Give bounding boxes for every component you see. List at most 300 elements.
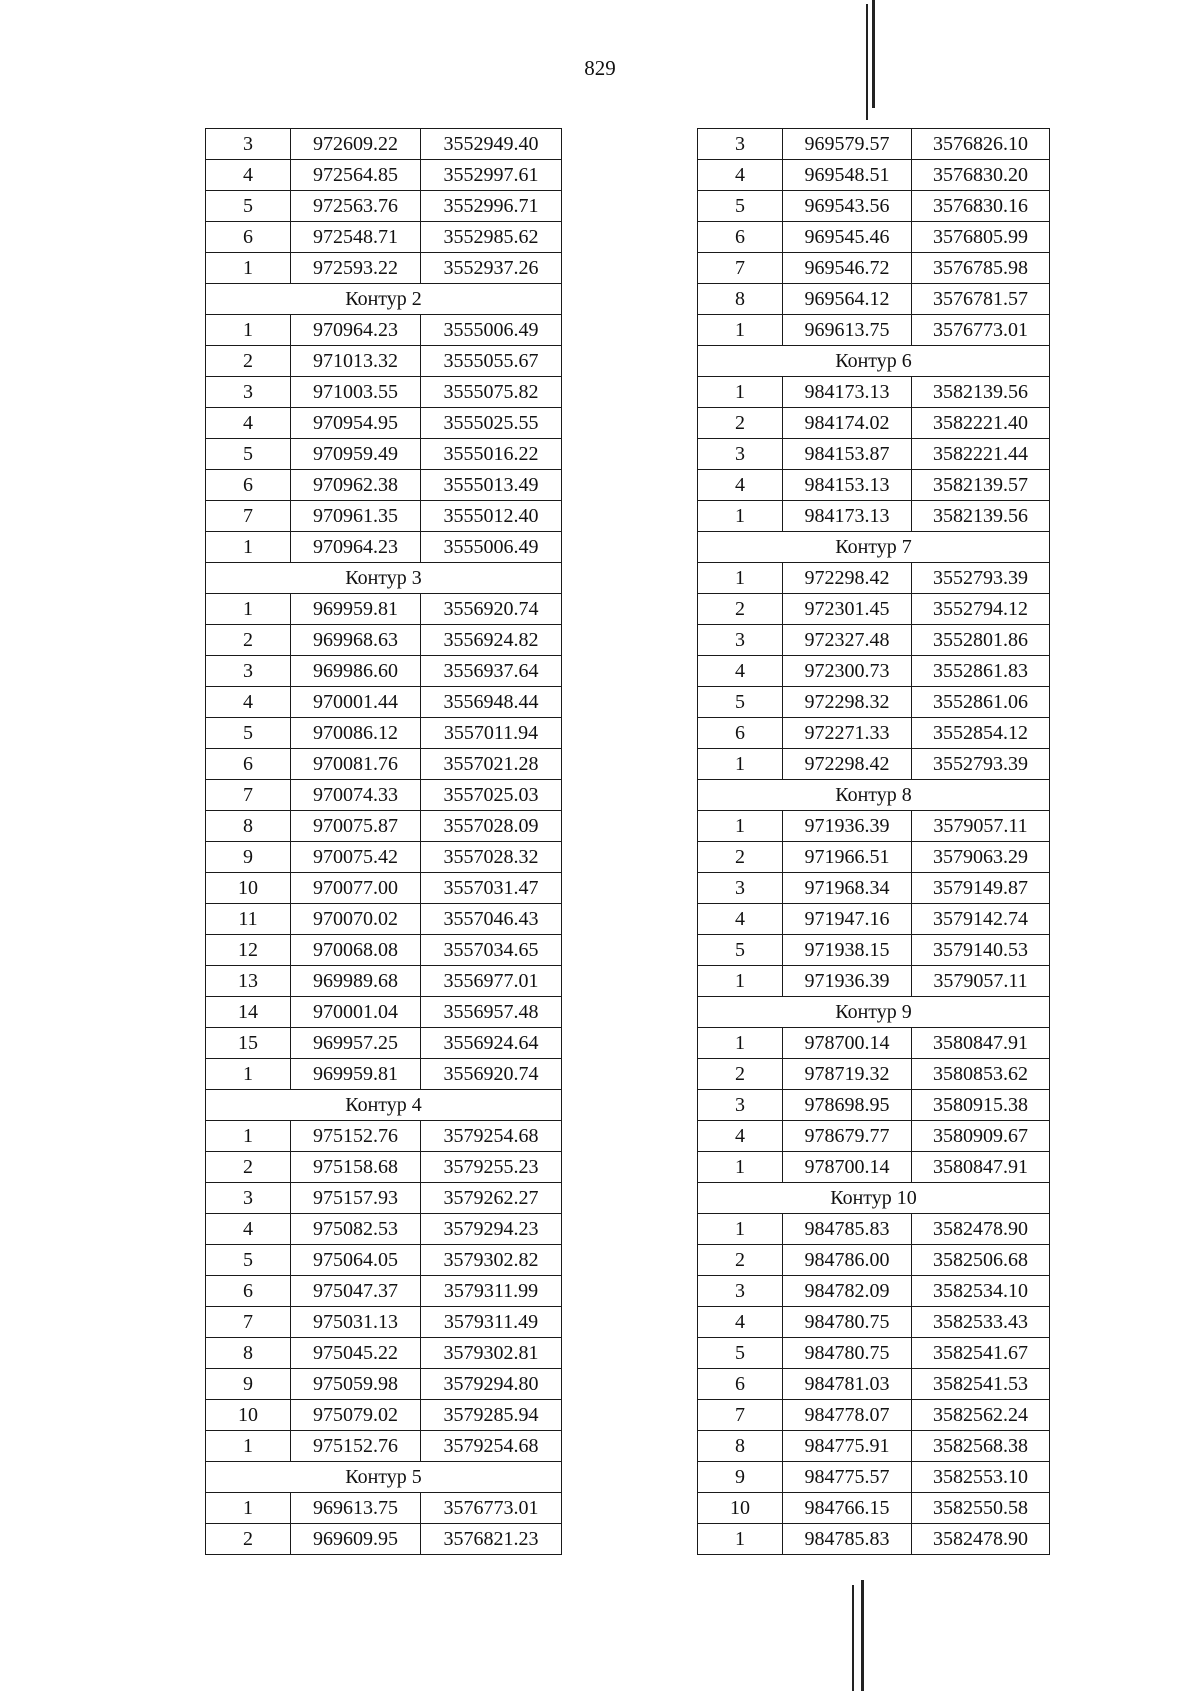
- contour-title: Контур 6: [698, 346, 1050, 377]
- x-coordinate: 972563.76: [291, 191, 421, 222]
- table-row: [206, 1493, 562, 1524]
- table-row: [206, 1276, 562, 1307]
- y-coordinate: 3557031.47: [421, 873, 562, 904]
- point-number: 5: [206, 718, 291, 749]
- table-row: [698, 1307, 1050, 1338]
- point-number: 1: [698, 315, 783, 346]
- table-row: [206, 160, 562, 191]
- x-coordinate: 971936.39: [783, 811, 912, 842]
- contour-header-row: [698, 1183, 1050, 1214]
- point-number: 1: [698, 501, 783, 532]
- x-coordinate: 975157.93: [291, 1183, 421, 1214]
- y-coordinate: 3555006.49: [421, 532, 562, 563]
- point-number: 5: [698, 935, 783, 966]
- x-coordinate: 969545.46: [783, 222, 912, 253]
- point-number: 6: [206, 222, 291, 253]
- table-row: [206, 377, 562, 408]
- point-number: 5: [698, 191, 783, 222]
- y-coordinate: 3580909.67: [912, 1121, 1050, 1152]
- table-row: [206, 935, 562, 966]
- point-number: 3: [698, 1090, 783, 1121]
- binding-line-bottom-2: [861, 1580, 864, 1691]
- point-number: 3: [206, 656, 291, 687]
- table-row: [698, 687, 1050, 718]
- point-number: 1: [698, 563, 783, 594]
- table-row: [698, 1369, 1050, 1400]
- point-number: 9: [206, 1369, 291, 1400]
- point-number: 2: [698, 1059, 783, 1090]
- table-row: [698, 1493, 1050, 1524]
- y-coordinate: 3556920.74: [421, 1059, 562, 1090]
- table-row: [698, 842, 1050, 873]
- table-row: [698, 625, 1050, 656]
- y-coordinate: 3582533.43: [912, 1307, 1050, 1338]
- y-coordinate: 3557028.09: [421, 811, 562, 842]
- y-coordinate: 3579057.11: [912, 966, 1050, 997]
- point-number: 3: [698, 129, 783, 160]
- point-number: 2: [206, 1152, 291, 1183]
- y-coordinate: 3580853.62: [912, 1059, 1050, 1090]
- y-coordinate: 3582221.44: [912, 439, 1050, 470]
- point-number: 4: [698, 656, 783, 687]
- point-number: 10: [206, 873, 291, 904]
- x-coordinate: 972298.32: [783, 687, 912, 718]
- y-coordinate: 3556957.48: [421, 997, 562, 1028]
- point-number: 11: [206, 904, 291, 935]
- x-coordinate: 969968.63: [291, 625, 421, 656]
- table-row: [698, 284, 1050, 315]
- y-coordinate: 3582139.57: [912, 470, 1050, 501]
- point-number: 1: [698, 966, 783, 997]
- y-coordinate: 3579294.23: [421, 1214, 562, 1245]
- table-row: [206, 780, 562, 811]
- table-row: [698, 439, 1050, 470]
- y-coordinate: 3552793.39: [912, 563, 1050, 594]
- y-coordinate: 3579140.53: [912, 935, 1050, 966]
- table-row: [698, 904, 1050, 935]
- y-coordinate: 3555012.40: [421, 501, 562, 532]
- point-number: 4: [698, 1307, 783, 1338]
- y-coordinate: 3552801.86: [912, 625, 1050, 656]
- y-coordinate: 3579311.99: [421, 1276, 562, 1307]
- table-row: [206, 191, 562, 222]
- x-coordinate: 984775.57: [783, 1462, 912, 1493]
- point-number: 13: [206, 966, 291, 997]
- point-number: 4: [206, 408, 291, 439]
- point-number: 2: [206, 1524, 291, 1555]
- contour-header-row: [206, 563, 562, 594]
- table-row: [206, 501, 562, 532]
- y-coordinate: 3552997.61: [421, 160, 562, 191]
- contour-title: Контур 7: [698, 532, 1050, 563]
- point-number: 2: [698, 842, 783, 873]
- x-coordinate: 972593.22: [291, 253, 421, 284]
- point-number: 15: [206, 1028, 291, 1059]
- point-number: 9: [206, 842, 291, 873]
- x-coordinate: 970961.35: [291, 501, 421, 532]
- x-coordinate: 972564.85: [291, 160, 421, 191]
- y-coordinate: 3579302.81: [421, 1338, 562, 1369]
- table-row: [698, 191, 1050, 222]
- y-coordinate: 3552949.40: [421, 129, 562, 160]
- table-row: [206, 470, 562, 501]
- x-coordinate: 970068.08: [291, 935, 421, 966]
- y-coordinate: 3555075.82: [421, 377, 562, 408]
- y-coordinate: 3557021.28: [421, 749, 562, 780]
- table-row: [206, 718, 562, 749]
- table-row: [698, 656, 1050, 687]
- y-coordinate: 3582568.38: [912, 1431, 1050, 1462]
- point-number: 3: [698, 873, 783, 904]
- x-coordinate: 972271.33: [783, 718, 912, 749]
- table-row: [206, 687, 562, 718]
- table-row: [206, 873, 562, 904]
- point-number: 2: [698, 1245, 783, 1276]
- y-coordinate: 3557025.03: [421, 780, 562, 811]
- point-number: 4: [698, 470, 783, 501]
- point-number: 3: [206, 377, 291, 408]
- y-coordinate: 3552861.06: [912, 687, 1050, 718]
- x-coordinate: 975059.98: [291, 1369, 421, 1400]
- table-row: [206, 1369, 562, 1400]
- table-row: [698, 1121, 1050, 1152]
- x-coordinate: 972298.42: [783, 563, 912, 594]
- x-coordinate: 970075.87: [291, 811, 421, 842]
- point-number: 5: [206, 1245, 291, 1276]
- table-row: [698, 1338, 1050, 1369]
- point-number: 1: [698, 811, 783, 842]
- y-coordinate: 3555006.49: [421, 315, 562, 346]
- x-coordinate: 978700.14: [783, 1028, 912, 1059]
- table-row: [206, 532, 562, 563]
- point-number: 6: [206, 470, 291, 501]
- point-number: 7: [698, 1400, 783, 1431]
- y-coordinate: 3579057.11: [912, 811, 1050, 842]
- x-coordinate: 972327.48: [783, 625, 912, 656]
- table-row: [698, 129, 1050, 160]
- point-number: 2: [206, 625, 291, 656]
- x-coordinate: 970964.23: [291, 532, 421, 563]
- table-row: [698, 1276, 1050, 1307]
- y-coordinate: 3582541.67: [912, 1338, 1050, 1369]
- contour-title: Контур 10: [698, 1183, 1050, 1214]
- point-number: 1: [206, 1121, 291, 1152]
- table-row: [698, 1245, 1050, 1276]
- point-number: 4: [206, 1214, 291, 1245]
- point-number: 3: [698, 439, 783, 470]
- point-number: 6: [698, 1369, 783, 1400]
- x-coordinate: 984153.13: [783, 470, 912, 501]
- point-number: 4: [698, 904, 783, 935]
- table-row: [206, 346, 562, 377]
- x-coordinate: 969989.68: [291, 966, 421, 997]
- y-coordinate: 3556924.64: [421, 1028, 562, 1059]
- table-row: [206, 1524, 562, 1555]
- x-coordinate: 984174.02: [783, 408, 912, 439]
- point-number: 10: [698, 1493, 783, 1524]
- point-number: 6: [698, 718, 783, 749]
- point-number: 1: [206, 253, 291, 284]
- point-number: 1: [698, 1028, 783, 1059]
- x-coordinate: 969546.72: [783, 253, 912, 284]
- x-coordinate: 975045.22: [291, 1338, 421, 1369]
- table-row: [206, 966, 562, 997]
- point-number: 5: [698, 1338, 783, 1369]
- point-number: 2: [698, 594, 783, 625]
- table-row: [206, 625, 562, 656]
- table-row: [206, 842, 562, 873]
- contour-header-row: [698, 532, 1050, 563]
- x-coordinate: 975082.53: [291, 1214, 421, 1245]
- table-row: [698, 408, 1050, 439]
- y-coordinate: 3579254.68: [421, 1121, 562, 1152]
- x-coordinate: 984781.03: [783, 1369, 912, 1400]
- x-coordinate: 969957.25: [291, 1028, 421, 1059]
- x-coordinate: 969959.81: [291, 1059, 421, 1090]
- y-coordinate: 3552937.26: [421, 253, 562, 284]
- table-row: [206, 222, 562, 253]
- contour-title: Контур 3: [206, 563, 562, 594]
- y-coordinate: 3582478.90: [912, 1524, 1050, 1555]
- table-row: [698, 160, 1050, 191]
- x-coordinate: 972609.22: [291, 129, 421, 160]
- x-coordinate: 984782.09: [783, 1276, 912, 1307]
- point-number: 7: [206, 501, 291, 532]
- table-row: [206, 1214, 562, 1245]
- x-coordinate: 984778.07: [783, 1400, 912, 1431]
- y-coordinate: 3579142.74: [912, 904, 1050, 935]
- table-row: [698, 935, 1050, 966]
- x-coordinate: 969609.95: [291, 1524, 421, 1555]
- y-coordinate: 3579285.94: [421, 1400, 562, 1431]
- table-row: [698, 470, 1050, 501]
- table-row: [698, 1400, 1050, 1431]
- y-coordinate: 3557028.32: [421, 842, 562, 873]
- table-row: [206, 1183, 562, 1214]
- point-number: 8: [206, 811, 291, 842]
- table-row: [206, 997, 562, 1028]
- x-coordinate: 984785.83: [783, 1214, 912, 1245]
- y-coordinate: 3579262.27: [421, 1183, 562, 1214]
- x-coordinate: 970954.95: [291, 408, 421, 439]
- y-coordinate: 3555016.22: [421, 439, 562, 470]
- x-coordinate: 984785.83: [783, 1524, 912, 1555]
- point-number: 2: [698, 408, 783, 439]
- point-number: 3: [206, 1183, 291, 1214]
- point-number: 1: [206, 1431, 291, 1462]
- table-row: [698, 1152, 1050, 1183]
- point-number: 7: [206, 1307, 291, 1338]
- x-coordinate: 984173.13: [783, 377, 912, 408]
- point-number: 1: [206, 1059, 291, 1090]
- y-coordinate: 3556924.82: [421, 625, 562, 656]
- table-row: [698, 873, 1050, 904]
- table-row: [206, 1059, 562, 1090]
- contour-header-row: [698, 780, 1050, 811]
- x-coordinate: 970086.12: [291, 718, 421, 749]
- table-row: [206, 1028, 562, 1059]
- page-number: 829: [584, 56, 616, 80]
- point-number: 4: [206, 687, 291, 718]
- table-row: [698, 1090, 1050, 1121]
- contour-header-row: [206, 1090, 562, 1121]
- contour-header-row: [698, 997, 1050, 1028]
- y-coordinate: 3557046.43: [421, 904, 562, 935]
- y-coordinate: 3580847.91: [912, 1152, 1050, 1183]
- table-row: [698, 966, 1050, 997]
- y-coordinate: 3579149.87: [912, 873, 1050, 904]
- x-coordinate: 970001.04: [291, 997, 421, 1028]
- table-row: [206, 1338, 562, 1369]
- point-number: 8: [206, 1338, 291, 1369]
- x-coordinate: 975031.13: [291, 1307, 421, 1338]
- point-number: 8: [698, 284, 783, 315]
- table-row: [698, 1462, 1050, 1493]
- table-row: [206, 1307, 562, 1338]
- x-coordinate: 970074.33: [291, 780, 421, 811]
- table-row: [698, 749, 1050, 780]
- point-number: 7: [698, 253, 783, 284]
- point-number: 1: [698, 377, 783, 408]
- y-coordinate: 3552794.12: [912, 594, 1050, 625]
- y-coordinate: 3576826.10: [912, 129, 1050, 160]
- x-coordinate: 984173.13: [783, 501, 912, 532]
- point-number: 1: [206, 1493, 291, 1524]
- y-coordinate: 3576773.01: [912, 315, 1050, 346]
- x-coordinate: 972298.42: [783, 749, 912, 780]
- y-coordinate: 3557034.65: [421, 935, 562, 966]
- table-row: [698, 594, 1050, 625]
- x-coordinate: 971947.16: [783, 904, 912, 935]
- x-coordinate: 970075.42: [291, 842, 421, 873]
- x-coordinate: 984780.75: [783, 1307, 912, 1338]
- point-number: 3: [698, 1276, 783, 1307]
- y-coordinate: 3576821.23: [421, 1524, 562, 1555]
- y-coordinate: 3579302.82: [421, 1245, 562, 1276]
- x-coordinate: 984775.91: [783, 1431, 912, 1462]
- point-number: 4: [698, 160, 783, 191]
- table-row: [206, 1245, 562, 1276]
- y-coordinate: 3579311.49: [421, 1307, 562, 1338]
- x-coordinate: 984766.15: [783, 1493, 912, 1524]
- point-number: 4: [698, 1121, 783, 1152]
- point-number: 3: [206, 129, 291, 160]
- y-coordinate: 3582562.24: [912, 1400, 1050, 1431]
- table-row: [206, 656, 562, 687]
- point-number: 5: [698, 687, 783, 718]
- y-coordinate: 3582541.53: [912, 1369, 1050, 1400]
- point-number: 3: [698, 625, 783, 656]
- x-coordinate: 978679.77: [783, 1121, 912, 1152]
- point-number: 6: [206, 1276, 291, 1307]
- table-row: [698, 501, 1050, 532]
- point-number: 1: [206, 315, 291, 346]
- contour-header-row: [698, 346, 1050, 377]
- y-coordinate: 3582534.10: [912, 1276, 1050, 1307]
- table-row: [206, 811, 562, 842]
- x-coordinate: 969579.57: [783, 129, 912, 160]
- x-coordinate: 970081.76: [291, 749, 421, 780]
- x-coordinate: 970959.49: [291, 439, 421, 470]
- point-number: 6: [698, 222, 783, 253]
- table-row: [698, 1059, 1050, 1090]
- y-coordinate: 3582478.90: [912, 1214, 1050, 1245]
- x-coordinate: 969613.75: [783, 315, 912, 346]
- binding-line-bottom: [852, 1585, 854, 1691]
- y-coordinate: 3552861.83: [912, 656, 1050, 687]
- y-coordinate: 3555025.55: [421, 408, 562, 439]
- point-number: 7: [206, 780, 291, 811]
- x-coordinate: 971013.32: [291, 346, 421, 377]
- table-row: [206, 1400, 562, 1431]
- y-coordinate: 3556948.44: [421, 687, 562, 718]
- x-coordinate: 969548.51: [783, 160, 912, 191]
- y-coordinate: 3556937.64: [421, 656, 562, 687]
- y-coordinate: 3576781.57: [912, 284, 1050, 315]
- point-number: 1: [206, 594, 291, 625]
- y-coordinate: 3580915.38: [912, 1090, 1050, 1121]
- x-coordinate: 970070.02: [291, 904, 421, 935]
- y-coordinate: 3576785.98: [912, 253, 1050, 284]
- table-row: [206, 749, 562, 780]
- x-coordinate: 975079.02: [291, 1400, 421, 1431]
- table-row: [698, 1431, 1050, 1462]
- x-coordinate: 984786.00: [783, 1245, 912, 1276]
- y-coordinate: 3555013.49: [421, 470, 562, 501]
- x-coordinate: 978719.32: [783, 1059, 912, 1090]
- x-coordinate: 970077.00: [291, 873, 421, 904]
- table-row: [698, 222, 1050, 253]
- table-row: [206, 904, 562, 935]
- point-number: 1: [698, 1524, 783, 1555]
- table-row: [206, 1431, 562, 1462]
- coordinates-table-left: [205, 128, 562, 1555]
- table-row: [206, 594, 562, 625]
- table-row: [206, 408, 562, 439]
- y-coordinate: 3552793.39: [912, 749, 1050, 780]
- y-coordinate: 3576773.01: [421, 1493, 562, 1524]
- table-row: [698, 1524, 1050, 1555]
- point-number: 6: [206, 749, 291, 780]
- table-row: [698, 315, 1050, 346]
- contour-header-row: [206, 1462, 562, 1493]
- contour-title: Контур 4: [206, 1090, 562, 1121]
- point-number: 8: [698, 1431, 783, 1462]
- x-coordinate: 970962.38: [291, 470, 421, 501]
- contour-header-row: [206, 284, 562, 315]
- y-coordinate: 3556920.74: [421, 594, 562, 625]
- contour-title: Контур 8: [698, 780, 1050, 811]
- table-row: [206, 253, 562, 284]
- table-row: [698, 377, 1050, 408]
- table-row: [698, 1028, 1050, 1059]
- contour-title: Контур 9: [698, 997, 1050, 1028]
- x-coordinate: 971003.55: [291, 377, 421, 408]
- table-row: [698, 563, 1050, 594]
- binding-line-top: [866, 4, 868, 120]
- y-coordinate: 3579063.29: [912, 842, 1050, 873]
- x-coordinate: 975152.76: [291, 1121, 421, 1152]
- x-coordinate: 970001.44: [291, 687, 421, 718]
- y-coordinate: 3580847.91: [912, 1028, 1050, 1059]
- x-coordinate: 978700.14: [783, 1152, 912, 1183]
- y-coordinate: 3557011.94: [421, 718, 562, 749]
- x-coordinate: 969613.75: [291, 1493, 421, 1524]
- y-coordinate: 3552854.12: [912, 718, 1050, 749]
- x-coordinate: 971938.15: [783, 935, 912, 966]
- y-coordinate: 3555055.67: [421, 346, 562, 377]
- y-coordinate: 3579254.68: [421, 1431, 562, 1462]
